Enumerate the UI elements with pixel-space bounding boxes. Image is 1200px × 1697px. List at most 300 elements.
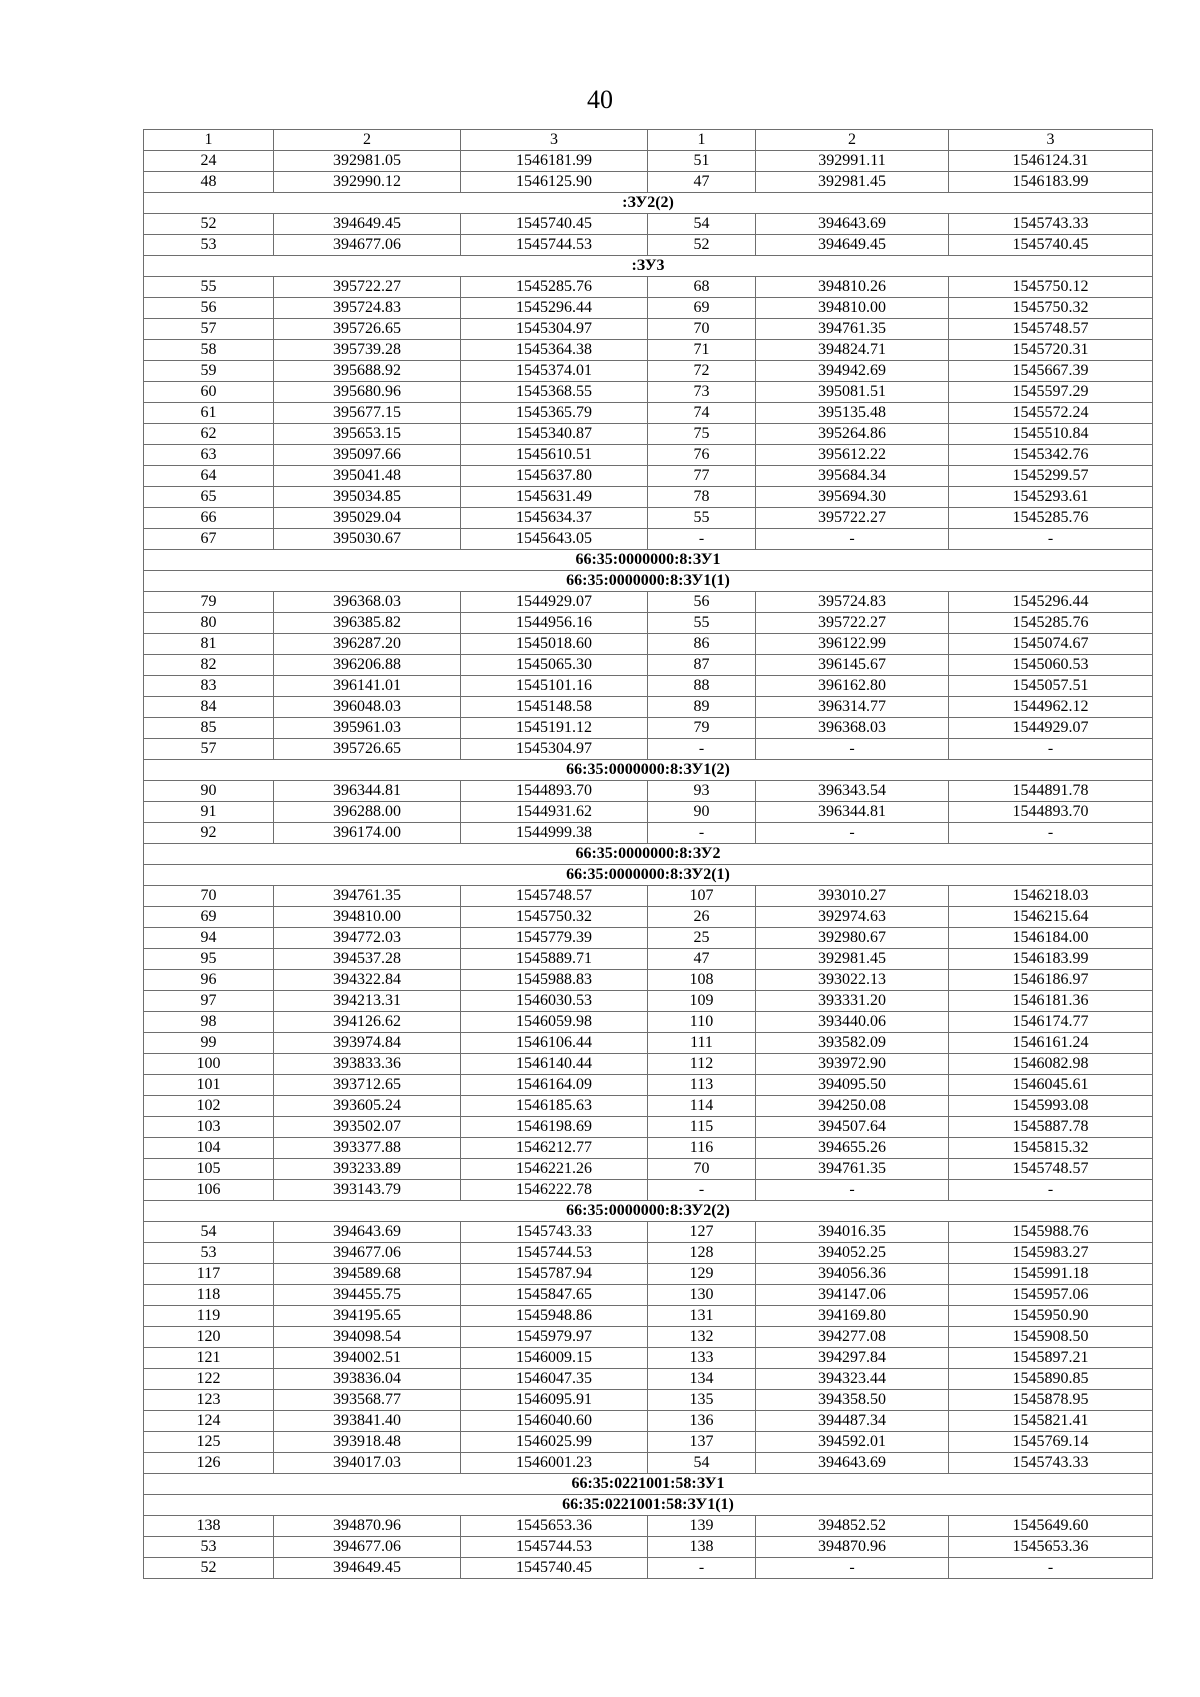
table-cell: 1546212.77 (461, 1138, 648, 1159)
table-cell: 1546186.97 (949, 970, 1153, 991)
table-cell: 396048.03 (274, 697, 461, 718)
table-cell: 47 (648, 949, 756, 970)
table-cell: 395029.04 (274, 508, 461, 529)
table-cell: 1544893.70 (461, 781, 648, 802)
table-cell: 138 (144, 1516, 274, 1537)
table-cell: 1545299.57 (949, 466, 1153, 487)
table-cell: 394195.65 (274, 1306, 461, 1327)
table-cell: 1545748.57 (949, 1159, 1153, 1180)
table-cell: 1545610.51 (461, 445, 648, 466)
table-cell: 1544931.62 (461, 802, 648, 823)
table-cell: - (949, 1180, 1153, 1201)
table-cell: 124 (144, 1411, 274, 1432)
table-cell: 139 (648, 1516, 756, 1537)
table-cell: 1546106.44 (461, 1033, 648, 1054)
table-cell: 393972.90 (756, 1054, 949, 1075)
section-row (144, 1474, 1153, 1495)
table-cell: 121 (144, 1348, 274, 1369)
table-cell: 1546040.60 (461, 1411, 648, 1432)
table-row (144, 718, 1153, 739)
table-cell: 1546125.90 (461, 172, 648, 193)
table-row (144, 361, 1153, 382)
table-cell: 92 (144, 823, 274, 844)
table-cell: 94 (144, 928, 274, 949)
table-cell: 392990.12 (274, 172, 461, 193)
table-cell: 78 (648, 487, 756, 508)
table-row (144, 1516, 1153, 1537)
table-cell: 115 (648, 1117, 756, 1138)
table-row (144, 928, 1153, 949)
table-row (144, 466, 1153, 487)
table-cell: 394322.84 (274, 970, 461, 991)
section-title: 66:35:0000000:8:ЗУ2(2) (144, 1201, 1153, 1222)
section-row (144, 193, 1153, 214)
table-row (144, 949, 1153, 970)
table-cell: - (648, 823, 756, 844)
table-cell: 1545750.12 (949, 277, 1153, 298)
table-cell: 394147.06 (756, 1285, 949, 1306)
table-cell: 1546174.77 (949, 1012, 1153, 1033)
table-row (144, 697, 1153, 718)
table-cell: 52 (144, 1558, 274, 1579)
table-row (144, 172, 1153, 193)
table-cell: 393233.89 (274, 1159, 461, 1180)
table-cell: 55 (648, 508, 756, 529)
table-cell: 395041.48 (274, 466, 461, 487)
table-cell: 73 (648, 382, 756, 403)
table-cell: 1546183.99 (949, 172, 1153, 193)
table-cell: 394655.26 (756, 1138, 949, 1159)
table-cell: 396314.77 (756, 697, 949, 718)
table-cell: 96 (144, 970, 274, 991)
table-cell: 102 (144, 1096, 274, 1117)
table-cell: 396287.20 (274, 634, 461, 655)
table-cell: 86 (648, 634, 756, 655)
table-cell: 392974.63 (756, 907, 949, 928)
table-row (144, 634, 1153, 655)
table-row (144, 1411, 1153, 1432)
table-cell: 1545897.21 (949, 1348, 1153, 1369)
table-cell: 100 (144, 1054, 274, 1075)
table-cell: 396162.80 (756, 676, 949, 697)
table-cell: - (756, 1180, 949, 1201)
table-cell: 62 (144, 424, 274, 445)
table-cell: 394643.69 (274, 1222, 461, 1243)
table-cell: 70 (648, 1159, 756, 1180)
table-row (144, 1075, 1153, 1096)
table-row (144, 1327, 1153, 1348)
table-cell: 59 (144, 361, 274, 382)
table-cell: 113 (648, 1075, 756, 1096)
section-row (144, 1201, 1153, 1222)
table-cell: 54 (648, 1453, 756, 1474)
table-cell: 395677.15 (274, 403, 461, 424)
table-cell: 394677.06 (274, 1243, 461, 1264)
table-cell: 394017.03 (274, 1453, 461, 1474)
table-cell: 1545018.60 (461, 634, 648, 655)
header-cell: 3 (949, 130, 1153, 151)
table-cell: 1545101.16 (461, 676, 648, 697)
table-cell: 395081.51 (756, 382, 949, 403)
table-cell: - (756, 823, 949, 844)
header-cell: 3 (461, 130, 648, 151)
table-cell: 1545342.76 (949, 445, 1153, 466)
table-cell: 394589.68 (274, 1264, 461, 1285)
table-cell: 1545787.94 (461, 1264, 648, 1285)
coordinates-table (143, 129, 1153, 1579)
table-cell: 108 (648, 970, 756, 991)
table-cell: 393568.77 (274, 1390, 461, 1411)
table-cell: 137 (648, 1432, 756, 1453)
table-cell: 394455.75 (274, 1285, 461, 1306)
table-cell: 75 (648, 424, 756, 445)
table-cell: 394761.35 (756, 1159, 949, 1180)
section-row (144, 760, 1153, 781)
table-cell: 396385.82 (274, 613, 461, 634)
table-cell: 69 (648, 298, 756, 319)
table-cell: 76 (648, 445, 756, 466)
table-row (144, 1138, 1153, 1159)
table-cell: 1545374.01 (461, 361, 648, 382)
table-cell: 99 (144, 1033, 274, 1054)
table-cell: 52 (144, 214, 274, 235)
table-cell: 394810.00 (756, 298, 949, 319)
table-cell: 1545744.53 (461, 235, 648, 256)
table-cell: 114 (648, 1096, 756, 1117)
table-cell: 395688.92 (274, 361, 461, 382)
table-cell: 79 (144, 592, 274, 613)
table-cell: 1545720.31 (949, 340, 1153, 361)
table-cell: 1546030.53 (461, 991, 648, 1012)
table-cell: 1544929.07 (461, 592, 648, 613)
table-cell: 132 (648, 1327, 756, 1348)
table-cell: 1545878.95 (949, 1390, 1153, 1411)
table-cell: 393836.04 (274, 1369, 461, 1390)
header-cell: 1 (144, 130, 274, 151)
table-cell: 394056.36 (756, 1264, 949, 1285)
table-cell: 394942.69 (756, 361, 949, 382)
table-cell: 1545890.85 (949, 1369, 1153, 1390)
table-cell: 104 (144, 1138, 274, 1159)
table-cell: 395653.15 (274, 424, 461, 445)
table-cell: 1546095.91 (461, 1390, 648, 1411)
table-cell: 71 (648, 340, 756, 361)
table-cell: 25 (648, 928, 756, 949)
table-cell: 119 (144, 1306, 274, 1327)
table-cell: 1545510.84 (949, 424, 1153, 445)
table-cell: 72 (648, 361, 756, 382)
table-cell: 1545631.49 (461, 487, 648, 508)
table-cell: 93 (648, 781, 756, 802)
table-cell: 1544956.16 (461, 613, 648, 634)
table-cell: 51 (648, 151, 756, 172)
table-cell: 394002.51 (274, 1348, 461, 1369)
table-cell: 1545293.61 (949, 487, 1153, 508)
table-cell: 57 (144, 739, 274, 760)
table-cell: 1545748.57 (461, 886, 648, 907)
table-cell: 1545740.45 (461, 214, 648, 235)
table-cell: 1545296.44 (461, 298, 648, 319)
table-row (144, 1033, 1153, 1054)
table-cell: 1545750.32 (949, 298, 1153, 319)
table-cell: 396206.88 (274, 655, 461, 676)
table-cell: 1546198.69 (461, 1117, 648, 1138)
table-cell: 394649.45 (274, 1558, 461, 1579)
table-cell: 394213.31 (274, 991, 461, 1012)
table-cell: 1545740.45 (461, 1558, 648, 1579)
section-title: :ЗУ2(2) (144, 193, 1153, 214)
table-cell: 1545948.86 (461, 1306, 648, 1327)
table-cell: 117 (144, 1264, 274, 1285)
header-cell: 2 (274, 130, 461, 151)
table-cell: 395680.96 (274, 382, 461, 403)
table-cell: 393918.48 (274, 1432, 461, 1453)
table-cell: 57 (144, 319, 274, 340)
table-cell: 393010.27 (756, 886, 949, 907)
table-cell: 392991.11 (756, 151, 949, 172)
table-cell: 130 (648, 1285, 756, 1306)
table-cell: 58 (144, 340, 274, 361)
section-title: 66:35:0000000:8:ЗУ1(1) (144, 571, 1153, 592)
table-cell: - (648, 1558, 756, 1579)
table-cell: 393833.36 (274, 1054, 461, 1075)
table-row (144, 907, 1153, 928)
table-cell: 394297.84 (756, 1348, 949, 1369)
table-cell: 1546215.64 (949, 907, 1153, 928)
table-cell: 1546183.99 (949, 949, 1153, 970)
table-cell: 392981.45 (756, 172, 949, 193)
table-cell: 393712.65 (274, 1075, 461, 1096)
table-cell: 394592.01 (756, 1432, 949, 1453)
table-cell: 118 (144, 1285, 274, 1306)
table-cell: 1545065.30 (461, 655, 648, 676)
table-cell: 128 (648, 1243, 756, 1264)
table-cell: 127 (648, 1222, 756, 1243)
table-cell: 110 (648, 1012, 756, 1033)
table-cell: 84 (144, 697, 274, 718)
table-cell: 394870.96 (756, 1537, 949, 1558)
table-cell: 393841.40 (274, 1411, 461, 1432)
table-cell: - (756, 529, 949, 550)
table-cell: 95 (144, 949, 274, 970)
table-row (144, 970, 1153, 991)
section-row (144, 1495, 1153, 1516)
table-row (144, 1558, 1153, 1579)
table-row (144, 424, 1153, 445)
table-cell: 1545950.90 (949, 1306, 1153, 1327)
table-cell: 107 (648, 886, 756, 907)
table-cell: - (949, 529, 1153, 550)
table-cell: 394824.71 (756, 340, 949, 361)
table-cell: 1546140.44 (461, 1054, 648, 1075)
table-cell: 61 (144, 403, 274, 424)
table-row (144, 445, 1153, 466)
table-cell: 1545285.76 (949, 508, 1153, 529)
table-cell: 1546222.78 (461, 1180, 648, 1201)
table-cell: 1545667.39 (949, 361, 1153, 382)
table-cell: 68 (648, 277, 756, 298)
table-cell: 1545889.71 (461, 949, 648, 970)
table-cell: 393974.84 (274, 1033, 461, 1054)
table-cell: 131 (648, 1306, 756, 1327)
table-cell: 393331.20 (756, 991, 949, 1012)
table-cell: 133 (648, 1348, 756, 1369)
table-cell: 1545304.97 (461, 319, 648, 340)
table-cell: 136 (648, 1411, 756, 1432)
table-cell: 394852.52 (756, 1516, 949, 1537)
table-cell: 396368.03 (756, 718, 949, 739)
table-cell: 395726.65 (274, 319, 461, 340)
table-cell: 1545991.18 (949, 1264, 1153, 1285)
table-cell: 47 (648, 172, 756, 193)
table-cell: 138 (648, 1537, 756, 1558)
table-cell: - (756, 1558, 949, 1579)
table-cell: - (648, 739, 756, 760)
table-cell: 79 (648, 718, 756, 739)
table-cell: 1545285.76 (949, 613, 1153, 634)
table-cell: 1545597.29 (949, 382, 1153, 403)
table-cell: 98 (144, 1012, 274, 1033)
table-row (144, 823, 1153, 844)
table-cell: 1546025.99 (461, 1432, 648, 1453)
table-cell: 53 (144, 235, 274, 256)
table-cell: 54 (648, 214, 756, 235)
table-cell: 396288.00 (274, 802, 461, 823)
section-row (144, 550, 1153, 571)
table-cell: 1545957.06 (949, 1285, 1153, 1306)
table-cell: 393605.24 (274, 1096, 461, 1117)
table-cell: 392981.05 (274, 151, 461, 172)
table-cell: 1545993.08 (949, 1096, 1153, 1117)
table-row (144, 676, 1153, 697)
table-cell: 395097.66 (274, 445, 461, 466)
table-cell: 1545744.53 (461, 1537, 648, 1558)
table-cell: 1545057.51 (949, 676, 1153, 697)
table-cell: 55 (144, 277, 274, 298)
table-row (144, 1390, 1153, 1411)
table-row (144, 781, 1153, 802)
table-cell: 116 (648, 1138, 756, 1159)
table-cell: 106 (144, 1180, 274, 1201)
table-cell: 1544929.07 (949, 718, 1153, 739)
table-cell: 395961.03 (274, 718, 461, 739)
table-cell: 394507.64 (756, 1117, 949, 1138)
table-cell: 91 (144, 802, 274, 823)
coordinates-table-body (144, 130, 1153, 1579)
table-cell: 394772.03 (274, 928, 461, 949)
table-cell: 395030.67 (274, 529, 461, 550)
table-cell: 394052.25 (756, 1243, 949, 1264)
table-cell: 394098.54 (274, 1327, 461, 1348)
table-row (144, 592, 1153, 613)
table-cell: 395726.65 (274, 739, 461, 760)
table-cell: 394677.06 (274, 1537, 461, 1558)
section-title: :ЗУ3 (144, 256, 1153, 277)
table-cell: 394095.50 (756, 1075, 949, 1096)
table-cell: 1545744.53 (461, 1243, 648, 1264)
table-cell: 1545750.32 (461, 907, 648, 928)
table-row (144, 319, 1153, 340)
section-title: 66:35:0221001:58:ЗУ1(1) (144, 1495, 1153, 1516)
section-row (144, 865, 1153, 886)
table-cell: 134 (648, 1369, 756, 1390)
table-cell: 125 (144, 1432, 274, 1453)
table-cell: 66 (144, 508, 274, 529)
table-row (144, 487, 1153, 508)
table-cell: 1545643.05 (461, 529, 648, 550)
table-cell: - (949, 823, 1153, 844)
table-row (144, 886, 1153, 907)
table-cell: 1546221.26 (461, 1159, 648, 1180)
table-cell: 97 (144, 991, 274, 1012)
table-cell: 1545060.53 (949, 655, 1153, 676)
table-cell: 393377.88 (274, 1138, 461, 1159)
table-cell: 395684.34 (756, 466, 949, 487)
table-row (144, 1243, 1153, 1264)
table-cell: 395694.30 (756, 487, 949, 508)
table-row (144, 1159, 1153, 1180)
table-cell: 1545340.87 (461, 424, 648, 445)
table-row (144, 1012, 1153, 1033)
table-cell: 1545743.33 (949, 1453, 1153, 1474)
table-cell: 109 (648, 991, 756, 1012)
table-cell: 67 (144, 529, 274, 550)
table-cell: 1544999.38 (461, 823, 648, 844)
table-cell: 1545653.36 (949, 1537, 1153, 1558)
table-cell: 56 (144, 298, 274, 319)
table-cell: 393440.06 (756, 1012, 949, 1033)
table-cell: 135 (648, 1390, 756, 1411)
table-cell: 395722.27 (756, 508, 949, 529)
table-cell: 394250.08 (756, 1096, 949, 1117)
table-cell: 53 (144, 1243, 274, 1264)
table-cell: - (949, 1558, 1153, 1579)
table-cell: 55 (648, 613, 756, 634)
section-row (144, 256, 1153, 277)
table-cell: 1545769.14 (949, 1432, 1153, 1453)
table-cell: 1546181.36 (949, 991, 1153, 1012)
table-cell: 394810.26 (756, 277, 949, 298)
table-row (144, 1453, 1153, 1474)
table-cell: - (949, 739, 1153, 760)
table-cell: 394169.80 (756, 1306, 949, 1327)
table-cell: 1545296.44 (949, 592, 1153, 613)
table-cell: 64 (144, 466, 274, 487)
table-cell: 52 (648, 235, 756, 256)
table-cell: 396174.00 (274, 823, 461, 844)
table-cell: 111 (648, 1033, 756, 1054)
table-cell: 1545988.83 (461, 970, 648, 991)
table-cell: 90 (144, 781, 274, 802)
table-cell: 396344.81 (756, 802, 949, 823)
section-row (144, 844, 1153, 865)
table-row (144, 1306, 1153, 1327)
table-cell: 395034.85 (274, 487, 461, 508)
section-title: 66:35:0000000:8:ЗУ2 (144, 844, 1153, 865)
table-cell: 394537.28 (274, 949, 461, 970)
table-cell: 1544962.12 (949, 697, 1153, 718)
table-cell: 81 (144, 634, 274, 655)
table-cell: 396368.03 (274, 592, 461, 613)
table-cell: 1546164.09 (461, 1075, 648, 1096)
table-row (144, 1285, 1153, 1306)
table-cell: 1545743.33 (949, 214, 1153, 235)
table-cell: 1545148.58 (461, 697, 648, 718)
table-cell: 122 (144, 1369, 274, 1390)
table-cell: 88 (648, 676, 756, 697)
table-cell: 1546045.61 (949, 1075, 1153, 1096)
table-cell: 1545304.97 (461, 739, 648, 760)
